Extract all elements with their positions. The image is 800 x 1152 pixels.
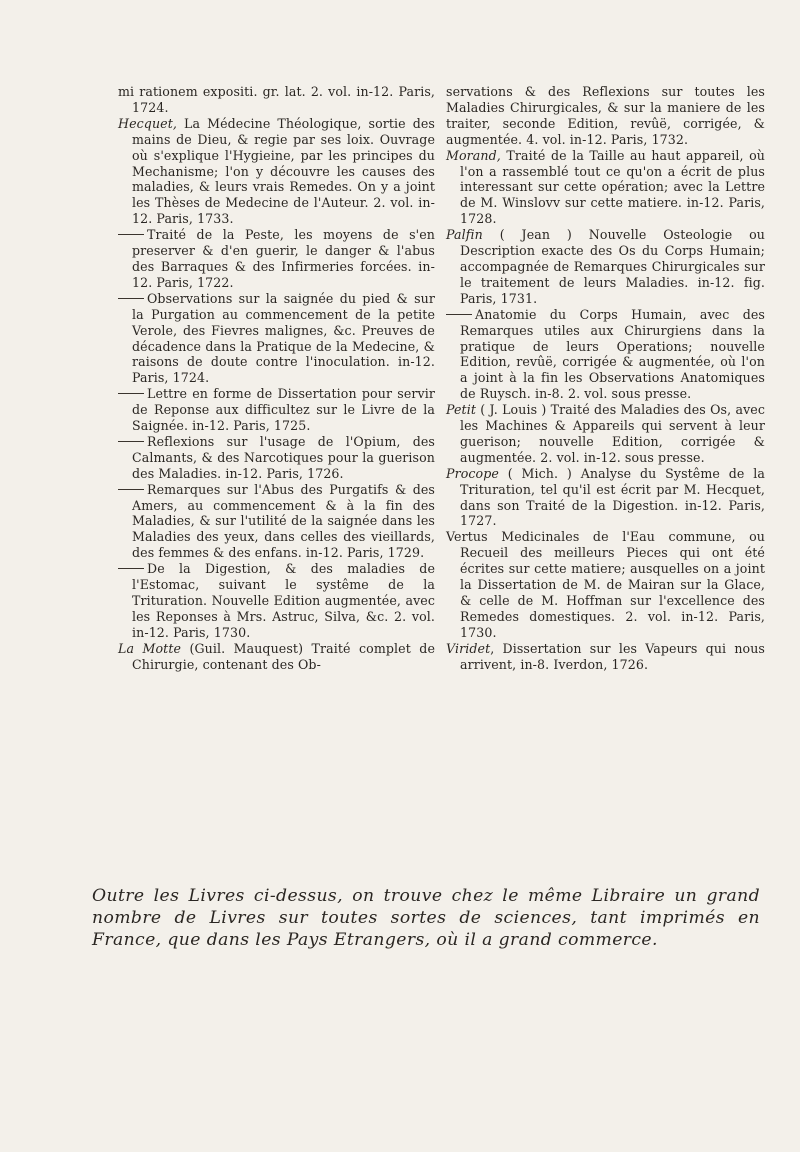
entry-text: Traité de la Taille au haut appareil, où l'on a rassemblé tout ce qu'on a écrit de plus interessant sur cette opération; avec la Lettre de M. Winslovv sur cette matiere. in-12. Paris, 1728. <box>460 147 765 227</box>
entry-text: Lettre en forme de Dissertation pour servir de Reponse aux difficultez sur le Livre de la Saignée. in-12. Paris, 1725. <box>132 386 435 434</box>
entry-text: mi rationem expositi. gr. lat. 2. vol. in-12. Paris, 1724. <box>118 84 435 115</box>
entry-author: Palfin <box>446 227 483 243</box>
entry-text: servations & des Reflexions sur toutes les Maladies Chirurgicales, & sur la maniere de les traiter, seconde Edition, revûë, corrigée, & augmentée. 4. vol. in-12. Paris, 1732. <box>446 84 765 147</box>
entry-left-4 <box>118 386 435 434</box>
entry-right-3 <box>446 307 765 402</box>
ditto-dash <box>118 393 144 394</box>
entry-text: (Guil. Mauquest) Traité complet de Chirurgie, contenant des Ob- <box>132 640 435 672</box>
entry-text: Vertus Medicinales de l'Eau commune, ou Recueil des meilleurs Pieces qui ont été écrites sur cette matiere; ausquelles on a joint la Dissertation de M. de Mairan sur la Glace, & celle de M. Hoffman sur l'excellence des Remedes domestiques. 2. vol. in-12. Paris, 1730. <box>446 529 765 640</box>
entry-author: La Motte <box>118 640 182 656</box>
entry-text: Traité de la Peste, les moyens de s'en preserver & d'en guerir, le danger & l'abus des Barraques & des Infirmeries forcées. in-12. Paris, 1722. <box>132 227 435 290</box>
entry-text: ( Jean ) Nouvelle Osteologie ou Description exacte des Os du Corps Humain; accompagnée de Remarques Chirurgicales sur le traitement de leurs Maladies. in-12. fig. Paris, 1731. <box>460 227 765 306</box>
entry-author: Procope <box>446 465 499 481</box>
entry-left-8 <box>118 641 435 673</box>
entry-author: Hecquet, <box>118 115 177 131</box>
ditto-dash <box>118 489 144 490</box>
entry-text: Observations sur la saignée du pied & sur la Purgation au commencement de la petite Verole, des Fievres malignes, &c. Preuves de décadence dans la Pratique de la Medecine, & raisons de doute contre l'inoculation. in-12. Paris, 1724. <box>132 290 435 386</box>
closing-note: Outre les Livres ci-dessus, on trouve chez le même Libraire un grand nombre de Livres sur toutes sortes de sciences, tant imprimés en France, que dans les Pays Etrangers, où il a grand commerce. <box>92 886 760 951</box>
left-column <box>118 84 435 673</box>
entry-text: Remarques sur l'Abus des Purgatifs & des Amers, au commencement & à la fin des Maladies, & sur l'utilité de la saignée dans les Maladies des yeux, dans celles des vieillards, des femmes & des enfans. in-12. Paris, 1729. <box>132 481 435 561</box>
entry-left-2 <box>118 227 435 291</box>
ditto-dash <box>118 298 144 299</box>
entry-author: Morand, <box>446 147 501 163</box>
entry-text: , Dissertation sur les Vapeurs qui nous arrivent, in-8. Iverdon, 1726. <box>460 640 765 672</box>
entry-text: La Médecine Théologique, sortie des mains de Dieu, & regie par ses loix. Ouvrage où s'explique l'Hygieine, par les principes du Mechanisme; l'on y découvre les causes des maladies, & leurs vrais Remedes. On y a joint les Thèses de Medecine de l'Auteur. 2. vol. in-12. Paris, 1733. <box>132 115 435 227</box>
entry-text: ( Mich. ) Analyse du Systême de la Trituration, tel qu'il est écrit par M. Hecquet, dans son Traité de la Digestion. in-12. Paris, 1727. <box>460 465 765 529</box>
entry-right-1 <box>446 148 765 228</box>
entry-author: Viridet <box>446 640 491 656</box>
entry-right-5 <box>446 466 765 530</box>
ditto-dash <box>118 234 144 235</box>
entry-text: ( J. Louis ) Traité des Maladies des Os, avec les Machines & Appareils qui servent à leur guerison; nouvelle Edition, corrigée & augmentée. 2. vol. in-12. sous presse. <box>460 402 765 465</box>
entry-right-4 <box>446 402 765 466</box>
entry-left-7 <box>118 561 435 641</box>
ditto-dash <box>118 568 144 569</box>
entry-left-0 <box>118 84 435 116</box>
entry-right-2 <box>446 227 765 307</box>
entry-author: Petit <box>446 402 477 418</box>
entry-right-0 <box>446 84 765 148</box>
entry-left-5 <box>118 434 435 482</box>
entry-left-1 <box>118 116 435 227</box>
right-column <box>446 84 765 673</box>
entry-right-6 <box>446 529 765 640</box>
entry-text: Anatomie du Corps Humain, avec des Remarques utiles aux Chirurgiens dans la pratique de leurs Operations; nouvelle Edition, revûë, corrigée & augmentée, où l'on a joint à la fin les Observations Anatomiques de Ruysch. in-8. 2. vol. sous presse. <box>460 306 765 402</box>
entry-right-7 <box>446 641 765 673</box>
entry-left-6 <box>118 482 435 562</box>
entry-left-3 <box>118 291 435 386</box>
entry-text: Reflexions sur l'usage de l'Opium, des Calmants, & des Narcotiques pour la guerison des Maladies. in-12. Paris, 1726. <box>132 433 435 481</box>
entry-text: De la Digestion, & des maladies de l'Estomac, suivant le systême de la Trituration. Nouvelle Edition augmentée, avec les Reponses à Mrs. Astruc, Silva, &c. 2. vol. in-12. Paris, 1730. <box>132 561 435 640</box>
ditto-dash <box>118 441 144 442</box>
ditto-dash <box>446 314 472 315</box>
